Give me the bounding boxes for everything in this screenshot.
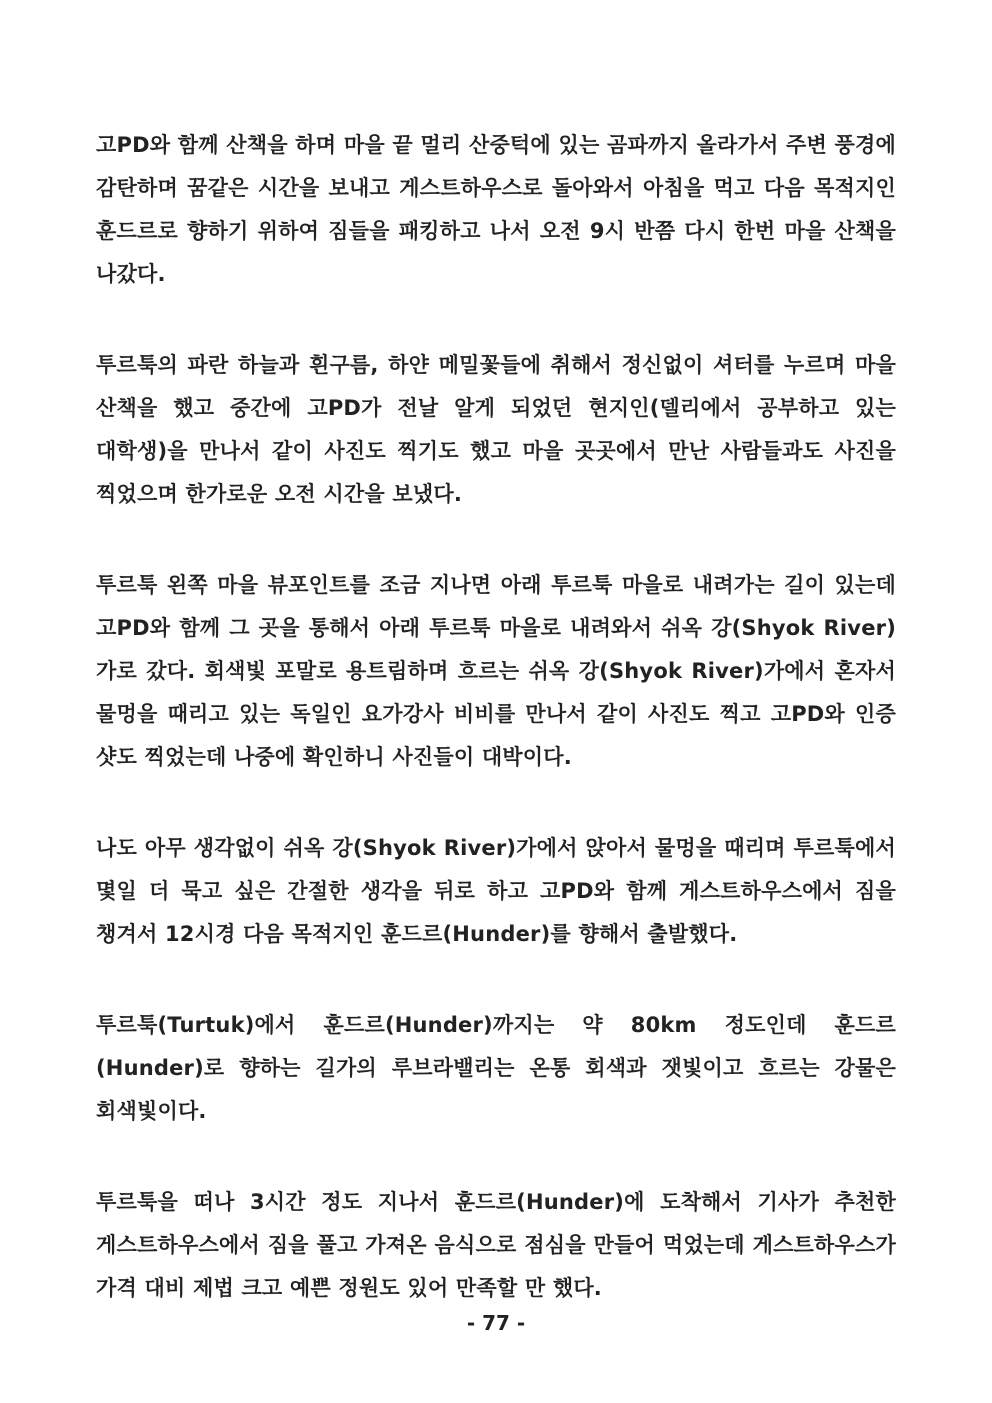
document-body (96, 124, 896, 1310)
paragraph-1: 고PD와 함께 산책을 하며 마을 끝 멀리 산중턱에 있는 곰파까지 올라가서 주변 풍경에 감탄하며 꿈같은 시간을 보내고 게스트하우스로 돌아와서 아침을 먹고 다음 목적지인 훈드르로 향하기 위하여 짐들을 패킹하고 나서 오전 9시 반쯤 다시 한번 마을 산책을 나갔다. (96, 133, 896, 286)
paragraph-2: 투르툭의 파란 하늘과 흰구름, 하얀 메밀꽃들에 취해서 정신없이 셔터를 누르며 마을 산책을 했고 중간에 고PD가 전날 알게 되었던 현지인(델리에서 공부하고 있는 대학생)을 만나서 같이 사진도 찍기도 했고 마을 곳곳에서 만난 사람들과도 사진을 찍었으며 한가로운 오전 시간을 보냈다. (96, 353, 896, 506)
page-number: - 77 - (466, 1311, 526, 1335)
paragraph-6: 투르툭을 떠나 3시간 정도 지나서 훈드르(Hunder)에 도착해서 기사가 추천한 게스트하우스에서 짐을 풀고 가져온 음식으로 점심을 만들어 먹었는데 게스트하우스가 가격 대비 제법 크고 예쁜 정원도 있어 만족할 만 했다. (96, 1190, 896, 1300)
paragraph-5: 투르툭(Turtuk)에서 훈드르(Hunder)까지는 약 80km 정도인데 훈드르(Hunder)로 향하는 길가의 루브라밸리는 온통 회색과 잿빛이고 흐르는 강물은 회색빛이다. (96, 1013, 896, 1123)
paragraph-4: 나도 아무 생각없이 쉬옥 강(Shyok River)가에서 앉아서 물멍을 때리며 투르툭에서 몇일 더 묵고 싶은 간절한 생각을 뒤로 하고 고PD와 함께 게스트하우스에서 짐을 챙겨서 12시경 다음 목적지인 훈드르(Hunder)를 향해서 출발했다. (96, 836, 896, 946)
paragraph-3: 투르툭 왼쪽 마을 뷰포인트를 조금 지나면 아래 투르툭 마을로 내려가는 길이 있는데 고PD와 함께 그 곳을 통해서 아래 투르툭 마을로 내려와서 쉬옥 강(Shyok River)가로 갔다. 회색빛 포말로 용트림하며 흐르는 쉬옥 강(Shyok River)가에서 혼자서 물멍을 때리고 있는 독일인 요가강사 비비를 만나서 같이 사진도 찍고 고PD와 인증 샷도 찍었는데 나중에 확인하니 사진들이 대박이다. (96, 573, 896, 769)
